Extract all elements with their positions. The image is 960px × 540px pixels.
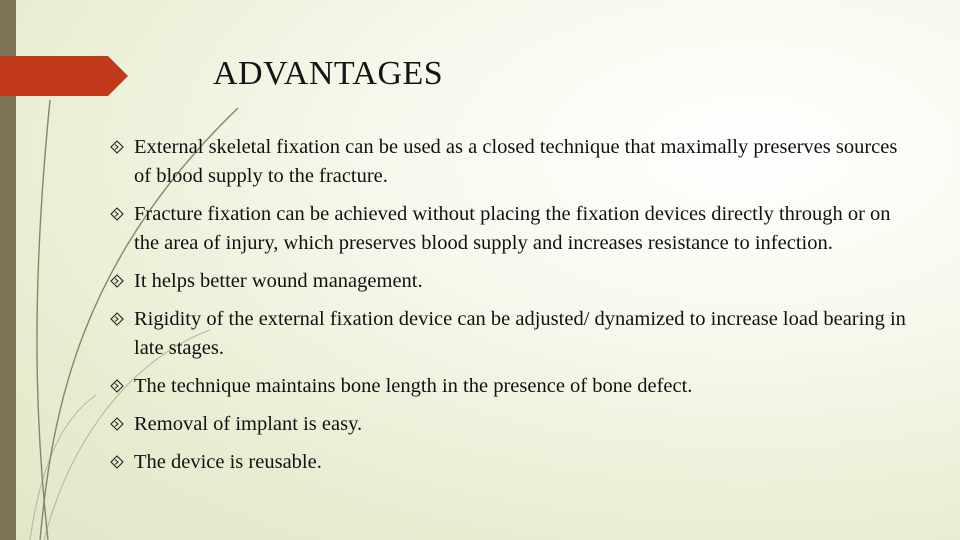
- bullet-text: Rigidity of the external fixation device can be adjusted/ dynamized to increase load bearing in late stages.: [134, 308, 906, 359]
- bullet-text: External skeletal fixation can be used as a closed technique that maximally preserves sources of blood supply to the fracture.: [134, 136, 898, 187]
- bullet-text: Fracture fixation can be achieved without placing the fixation devices directly through or on the area of injury, which preserves blood supply and increases resistance to infection.: [134, 203, 891, 254]
- bullet-text: Removal of implant is easy.: [134, 413, 363, 435]
- bullet-item: [110, 372, 910, 401]
- bullet-item: [110, 448, 910, 477]
- bullet-item: [110, 305, 910, 363]
- title-accent-tab: [0, 56, 130, 96]
- bullet-item: [110, 267, 910, 296]
- bullet-item: [110, 200, 910, 258]
- slide-title: ADVANTAGES: [213, 55, 444, 92]
- bullet-item: [110, 133, 910, 191]
- bullet-item: [110, 410, 910, 439]
- diamond-outline-arrow-icon: [110, 274, 124, 288]
- bullet-text: It helps better wound management.: [134, 270, 423, 292]
- bullet-text: The device is reusable.: [134, 451, 322, 473]
- diamond-outline-arrow-icon: [110, 417, 124, 431]
- diamond-outline-arrow-icon: [110, 207, 124, 221]
- diamond-outline-arrow-icon: [110, 379, 124, 393]
- bullet-list: [110, 133, 910, 486]
- bullet-text: The technique maintains bone length in the presence of bone defect.: [134, 375, 693, 397]
- diamond-outline-arrow-icon: [110, 455, 124, 469]
- diamond-outline-arrow-icon: [110, 312, 124, 326]
- diamond-outline-arrow-icon: [110, 140, 124, 154]
